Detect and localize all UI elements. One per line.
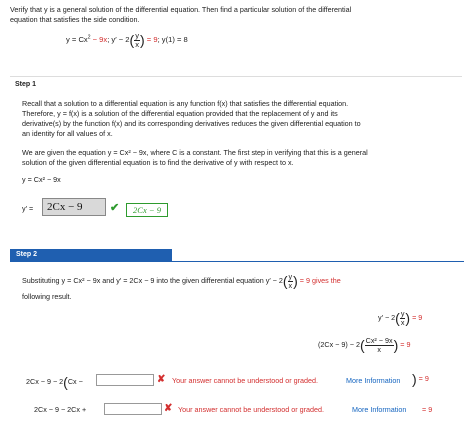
left-paren: ( (395, 310, 400, 326)
step1-y-equation: y = Cx² − 9x (22, 175, 61, 184)
problem-line-1: Verify that y is a general solution of the differential equation. Then find a particular solution of the differential (10, 5, 352, 14)
step2-sub-line (22, 273, 341, 289)
r4-more-info-link[interactable]: More Information (352, 405, 407, 414)
frac-den: x (377, 344, 381, 354)
step1-p1-l2: Therefore, y = f(x) is a solution of the differential equation provided that the replacement of y and its (22, 109, 338, 118)
right-paren: ) (140, 32, 145, 49)
r4-a: 2Cx − 9 − 2Cx + (34, 405, 87, 414)
step1-p1-l3: derivative(s) by the function f(x) and its corresponding derivatives reduces the given differential equation to (22, 119, 361, 128)
step1-p2-l2: solution of the given differential equation is to find the derivative of y with respect to x. (22, 158, 294, 167)
r3-answer-input[interactable] (96, 374, 154, 386)
step1-title: Step 1 (15, 81, 37, 88)
step1-p1-l1: Recall that a solution to a differential equation is any function f(x) that satisfies the differential equation. (22, 99, 349, 108)
r1-b: = 9 (412, 312, 423, 322)
r3-right (412, 371, 429, 387)
right-paren: ) (293, 273, 298, 289)
eq-part-e: ; y(1) = 8 (157, 35, 188, 45)
r1-a: y′ − 2 (378, 312, 396, 322)
r2-num: Cx² − 9x (365, 336, 393, 346)
correct-answer-box: 2Cx − 9 (126, 203, 168, 217)
step1-p2-l1: We are given the equation y = Cx² − 9x, where C is a constant. The first step in verifying that this is a general (22, 148, 368, 157)
eq-square: 2 (87, 34, 91, 41)
step2-sub-b: = 9 gives the (297, 275, 341, 285)
step2-sub-c: following result. (22, 292, 72, 301)
r3-error-text: Your answer cannot be understood or graded. (172, 376, 318, 385)
r4-error-text: Your answer cannot be understood or graded. (178, 405, 324, 414)
eq-part-d: = 9 (144, 35, 158, 45)
left-paren: ( (63, 374, 68, 390)
r2-a: (2Cx − 9) − 2 (318, 339, 360, 349)
r3-more-info-link[interactable]: More Information (346, 376, 401, 385)
r2-b: = 9 (400, 339, 411, 349)
result-row-1 (378, 310, 422, 326)
result-row-3-left (26, 374, 83, 390)
step2-divider (10, 261, 464, 262)
frac-num: y (400, 309, 405, 319)
r3-a: 2Cx − 9 − 2 (26, 376, 64, 386)
step1-p1-l4: an identity for all values of x. (22, 129, 113, 138)
eq-part-a: y = Cx (66, 35, 88, 45)
yprime-label: y′ = (22, 204, 34, 213)
eq-part-e-wrap (158, 35, 188, 44)
error-x-icon: ✘ (157, 374, 166, 385)
r4-c: = 9 (422, 405, 433, 414)
right-paren: ) (393, 337, 399, 353)
problem-equation (66, 32, 188, 48)
check-icon: ✔ (110, 202, 120, 214)
step2-sub-a: Substituting y = Cx² − 9x and y′ = 2Cx − 9 into the given differential equation y′ − 2 (22, 275, 283, 285)
frac-num: y (288, 272, 293, 282)
frac-den: x (288, 280, 293, 290)
r4-answer-input[interactable] (104, 403, 162, 415)
step2-tab[interactable]: Step 2 (10, 249, 172, 261)
problem-line-2: equation that satisfies the side condition. (10, 15, 140, 24)
right-paren: ) (405, 310, 411, 326)
left-paren: ( (129, 32, 135, 49)
yprime-answer-input[interactable]: 2Cx − 9 (42, 198, 106, 216)
frac-num: y (135, 31, 139, 40)
error-x-icon: ✘ (164, 403, 173, 414)
eq-part-b: − 9x (90, 35, 108, 45)
r3-b: Cx − (67, 376, 83, 386)
eq-part-c: ; y′ − 2 (107, 35, 130, 45)
r2-fraction (365, 337, 394, 352)
frac-den: x (400, 317, 405, 327)
result-row-2 (318, 337, 410, 353)
left-paren: ( (359, 337, 365, 353)
right-paren: ) (412, 371, 417, 387)
frac-den: x (135, 39, 139, 49)
left-paren: ( (282, 273, 288, 289)
r3-c: = 9 (418, 373, 429, 383)
